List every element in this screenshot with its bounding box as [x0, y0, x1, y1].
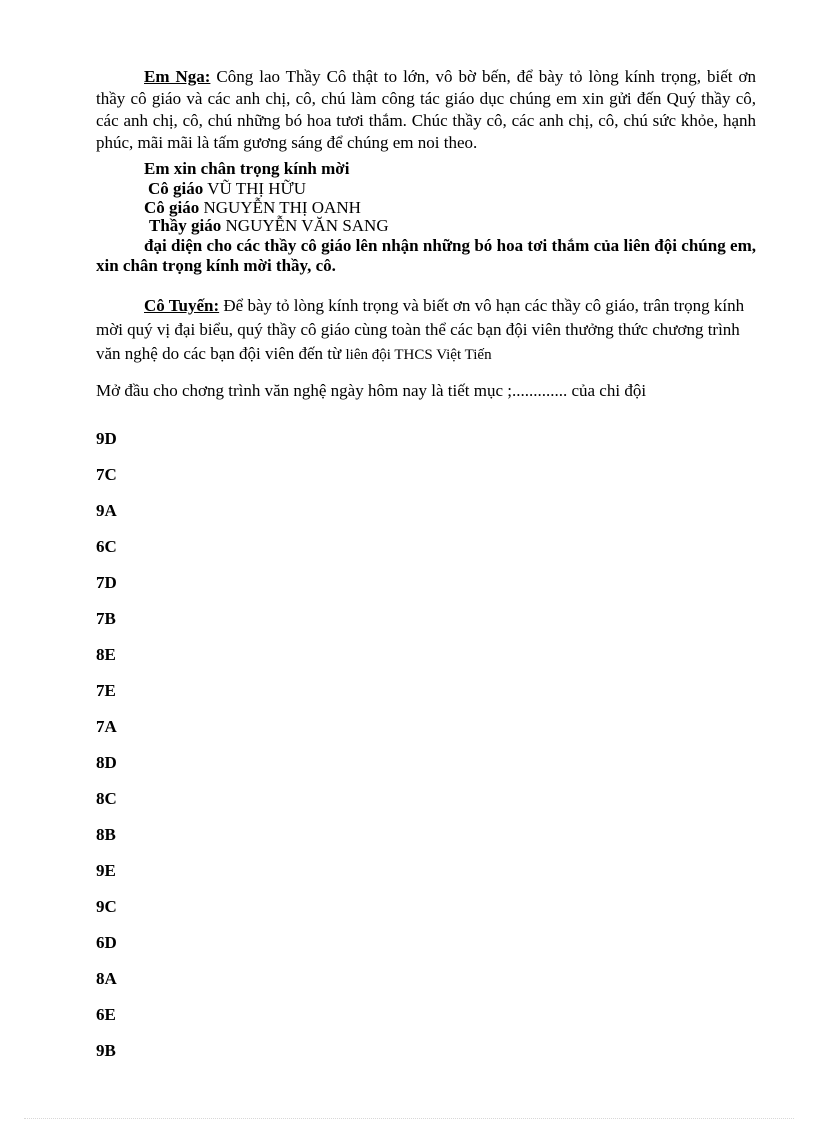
second-paragraph [96, 294, 756, 367]
teacher-2-role: Cô giáo [144, 198, 200, 217]
class-item: 9A [96, 501, 117, 520]
teacher-3-role: Thầy giáo [149, 216, 222, 235]
class-item: 8E [96, 645, 116, 664]
class-item: 9E [96, 861, 116, 880]
class-item: 6C [96, 537, 117, 556]
second-suffix: liên đội THCS Việt Tiến [345, 347, 492, 363]
teacher-1-name: VŨ THỊ HỮU [207, 179, 307, 198]
teacher-2-name: NGUYỄN THỊ OANH [203, 198, 361, 217]
intro-text: Công lao Thầy Cô thật to lớn, vô bờ bến, để bày tỏ lòng kính trọng, biết ơn thầy cô giáo và các anh chị, cô, chú làm công tác giáo dục chúng em xin gửi đến Quý thầy cô, các anh chị, cô, chú những bó hoa tươi thắm. Chúc thầy cô, các anh chị, cô, chú sức khỏe, hạnh phúc, mãi mãi là tấm gương sáng để chúng em noi theo. [96, 67, 756, 152]
page-bottom-divider [24, 1118, 794, 1119]
opening-line: Mở đầu cho chơng trình văn nghệ ngày hôm nay là tiết mục ;............. của chi đội [96, 381, 647, 400]
class-item: 9B [96, 1041, 116, 1060]
teacher-3-name: NGUYỄN VĂN SANG [225, 216, 389, 235]
class-item: 7D [96, 573, 117, 592]
class-item: 9D [96, 429, 117, 448]
class-item: 8C [96, 789, 117, 808]
class-item: 8B [96, 825, 116, 844]
class-item: 9C [96, 897, 117, 916]
class-item: 7C [96, 465, 117, 484]
class-list [96, 428, 117, 1076]
invitation-line: Em xin chân trọng kính mời [144, 159, 350, 178]
teacher-1-role: Cô giáo [148, 179, 204, 198]
class-item: 8D [96, 753, 117, 772]
class-item: 8A [96, 969, 117, 988]
speaker-em-nga: Em Nga: [144, 67, 211, 86]
speaker-co-tuyen: Cô Tuyến: [144, 296, 220, 315]
intro-paragraph [96, 66, 756, 154]
teacher-1 [148, 180, 306, 198]
class-item: 7A [96, 717, 117, 736]
class-item: 7B [96, 609, 116, 628]
teacher-2 [144, 199, 361, 217]
class-item: 6D [96, 933, 117, 952]
class-item: 6E [96, 1005, 116, 1024]
second-text: Để bày tỏ lòng kính trọng và biết ơn vô hạn các thầy cô giáo, trân trọng kính mời quý vị đại biểu, quý thầy cô giáo cùng toàn thể các bạn đội viên thưởng thức chương trình văn nghệ do các bạn đội viên đến từ [96, 296, 745, 363]
teacher-3 [149, 217, 389, 235]
represent-paragraph: đại diện cho các thầy cô giáo lên nhận những bó hoa tơi thắm của liên đội chúng em, xin chân trọng kính mời thầy, cô. [96, 236, 756, 275]
class-item: 7E [96, 681, 116, 700]
